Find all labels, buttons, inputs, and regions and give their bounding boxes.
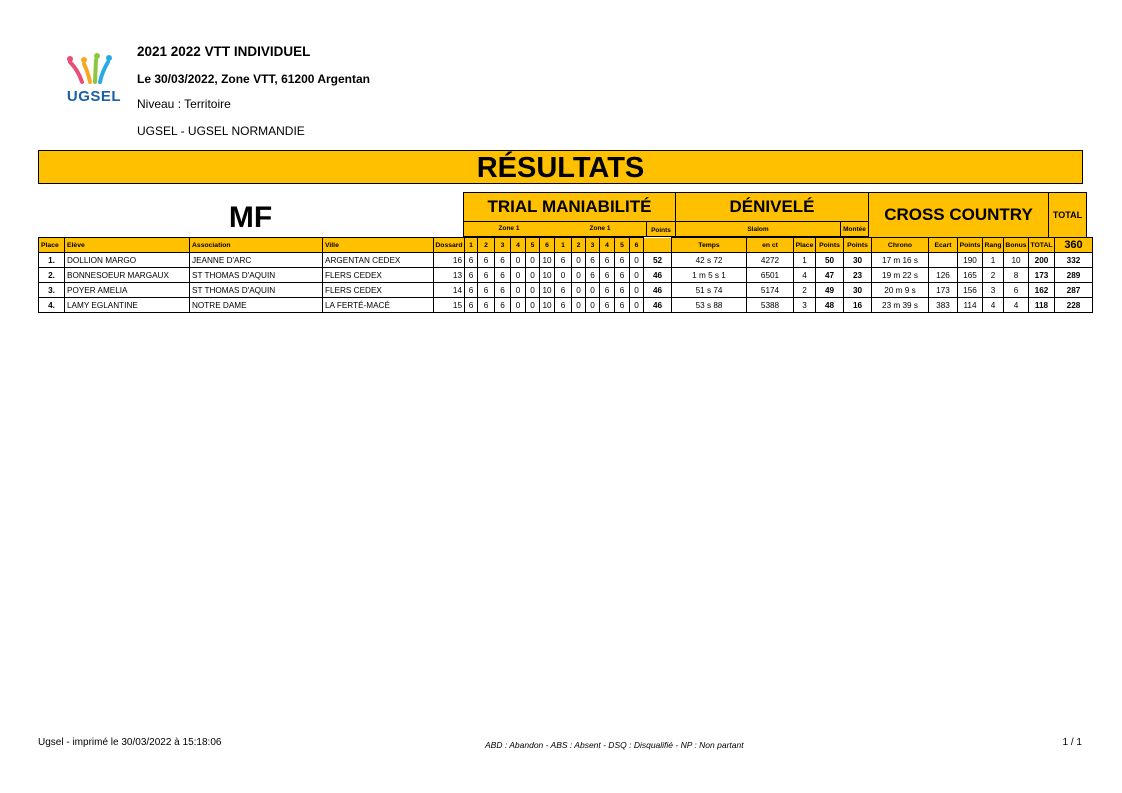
total-cell: 332	[1055, 253, 1093, 268]
slalom-place-cell: 4	[794, 268, 816, 283]
trial-points-cell: 46	[644, 283, 672, 298]
col-zone-b: 3	[586, 238, 600, 253]
place-cell: 1.	[39, 253, 65, 268]
zone-b-score: 0	[555, 268, 572, 283]
cc-total-cell: 200	[1029, 253, 1055, 268]
zone-b-score: 0	[630, 298, 644, 313]
zone-a-score: 10	[540, 283, 555, 298]
zone-b-score: 0	[572, 298, 586, 313]
section-headers	[463, 192, 1087, 237]
slalom-points-cell: 49	[816, 283, 844, 298]
zone-a-score: 6	[465, 268, 478, 283]
zone-b-score: 6	[600, 253, 615, 268]
slalom-place-cell: 2	[794, 283, 816, 298]
montee-points-cell: 30	[844, 253, 872, 268]
zone-a-score: 0	[526, 283, 540, 298]
trial-points-cell: 46	[644, 268, 672, 283]
page-number: 1 / 1	[1062, 737, 1082, 748]
slalom-place-cell: 1	[794, 253, 816, 268]
zone-a-score: 6	[465, 253, 478, 268]
event-date-place: Le 30/03/2022, Zone VTT, 61200 Argentan	[137, 72, 370, 86]
rang-cell: 4	[983, 298, 1004, 313]
section-cross-country: CROSS COUNTRY	[869, 193, 1049, 237]
col-total-cc: TOTAL	[1029, 238, 1055, 253]
col-zone-b: 5	[615, 238, 630, 253]
ville-cell: FLERS CEDEX	[323, 283, 434, 298]
slalom-points-cell: 47	[816, 268, 844, 283]
zone-b-score: 0	[572, 253, 586, 268]
zone-b-score: 0	[630, 283, 644, 298]
eleve-cell: LAMY EGLANTINE	[65, 298, 190, 313]
logo-text: UGSEL	[66, 88, 122, 105]
zone-a-score: 6	[478, 253, 495, 268]
ugsel-logo	[62, 52, 126, 106]
zone-b-score: 6	[555, 253, 572, 268]
bonus-cell: 8	[1004, 268, 1029, 283]
col-rang: Rang	[983, 238, 1004, 253]
zone-a-score: 6	[495, 268, 511, 283]
zone-a-score: 0	[526, 253, 540, 268]
temps-cell: 51 s 74	[672, 283, 747, 298]
logo-figures-icon	[62, 52, 126, 88]
slalom-label: Slalom	[676, 222, 841, 237]
rang-cell: 2	[983, 268, 1004, 283]
grand-total: 360	[1055, 238, 1093, 253]
zone-a-score: 6	[478, 268, 495, 283]
zone-a-score: 6	[478, 283, 495, 298]
zone-b-score: 0	[586, 298, 600, 313]
col-dossard: Dossard	[434, 238, 465, 253]
place-cell: 3.	[39, 283, 65, 298]
en-ct-cell: 5174	[747, 283, 794, 298]
trial-zone-a-label: Zone 1	[498, 225, 520, 232]
col-bonus: Bonus	[1004, 238, 1029, 253]
legend: ABD : Abandon - ABS : Absent - DSQ : Disqualifié - NP : Non partant	[485, 740, 744, 750]
zone-a-score: 0	[511, 283, 526, 298]
zone-b-score: 6	[586, 268, 600, 283]
col-association: Association	[190, 238, 323, 253]
section-total: TOTAL	[1049, 193, 1087, 237]
zone-b-score: 0	[630, 268, 644, 283]
dossard-cell: 14	[434, 283, 465, 298]
slalom-points-cell: 48	[816, 298, 844, 313]
ville-cell: FLERS CEDEX	[323, 268, 434, 283]
trial-zone-b-label: Zone 1	[589, 225, 611, 232]
slalom-points-cell: 50	[816, 253, 844, 268]
col-zone-b: 4	[600, 238, 615, 253]
zone-a-score: 6	[495, 298, 511, 313]
trial-points-label: Points	[646, 222, 675, 237]
col-zone-a: 1	[465, 238, 478, 253]
zone-a-score: 10	[540, 268, 555, 283]
temps-cell: 53 s 88	[672, 298, 747, 313]
results-table	[38, 237, 1093, 313]
zone-b-score: 6	[555, 283, 572, 298]
dossard-cell: 13	[434, 268, 465, 283]
bonus-cell: 6	[1004, 283, 1029, 298]
col-zone-a: 4	[511, 238, 526, 253]
en-ct-cell: 4272	[747, 253, 794, 268]
col-eleve: Elève	[65, 238, 190, 253]
col-temps: Temps	[672, 238, 747, 253]
document-title: 2021 2022 VTT INDIVIDUEL	[137, 44, 311, 59]
zone-a-score: 6	[495, 253, 511, 268]
col-points-cc: Points	[958, 238, 983, 253]
montee-points-cell: 30	[844, 283, 872, 298]
association-cell: ST THOMAS D'AQUIN	[190, 283, 323, 298]
eleve-cell: BONNESOEUR MARGAUX	[65, 268, 190, 283]
zone-b-score: 0	[572, 283, 586, 298]
zone-a-score: 0	[511, 298, 526, 313]
col-zone-a: 6	[540, 238, 555, 253]
total-cell: 289	[1055, 268, 1093, 283]
zone-b-score: 6	[600, 268, 615, 283]
zone-a-score: 0	[526, 298, 540, 313]
cc-total-cell: 118	[1029, 298, 1055, 313]
zone-a-score: 10	[540, 298, 555, 313]
temps-cell: 1 m 5 s 1	[672, 268, 747, 283]
zone-a-score: 6	[495, 283, 511, 298]
zone-b-score: 6	[615, 298, 630, 313]
cc-total-cell: 173	[1029, 268, 1055, 283]
print-info: Ugsel - imprimé le 30/03/2022 à 15:18:06	[38, 737, 222, 748]
section-denivele: DÉNIVELÉ	[676, 193, 869, 222]
montee-points-cell: 16	[844, 298, 872, 313]
organisation: UGSEL - UGSEL NORMANDIE	[137, 124, 305, 138]
association-cell: JEANNE D'ARC	[190, 253, 323, 268]
table-header-row	[39, 238, 1093, 253]
montee-label: Montée	[841, 222, 869, 237]
zone-a-score: 6	[465, 283, 478, 298]
place-cell: 4.	[39, 298, 65, 313]
ecart-cell: 126	[929, 268, 958, 283]
bonus-cell: 4	[1004, 298, 1029, 313]
ecart-cell: 383	[929, 298, 958, 313]
col-chrono: Chrono	[872, 238, 929, 253]
association-cell: NOTRE DAME	[190, 298, 323, 313]
ecart-cell: 173	[929, 283, 958, 298]
table-row	[39, 283, 1093, 298]
trial-points-cell: 52	[644, 253, 672, 268]
col-en-ct: en ct	[747, 238, 794, 253]
zone-b-score: 6	[600, 298, 615, 313]
zone-a-score: 6	[465, 298, 478, 313]
zone-b-score: 0	[572, 268, 586, 283]
zone-a-score: 10	[540, 253, 555, 268]
montee-points-cell: 23	[844, 268, 872, 283]
col-zone-b: 6	[630, 238, 644, 253]
zone-a-score: 0	[511, 268, 526, 283]
chrono-cell: 20 m 9 s	[872, 283, 929, 298]
eleve-cell: POYER AMELIA	[65, 283, 190, 298]
temps-cell: 42 s 72	[672, 253, 747, 268]
category-title: MF	[228, 201, 273, 234]
chrono-cell: 17 m 16 s	[872, 253, 929, 268]
ecart-cell	[929, 253, 958, 268]
ville-cell: ARGENTAN CEDEX	[323, 253, 434, 268]
col-zone-b: 2	[572, 238, 586, 253]
cc-points-cell: 165	[958, 268, 983, 283]
bonus-cell: 10	[1004, 253, 1029, 268]
dossard-cell: 16	[434, 253, 465, 268]
zone-b-score: 6	[615, 268, 630, 283]
col-place-slalom: Place	[794, 238, 816, 253]
event-level: Niveau : Territoire	[137, 97, 231, 111]
total-cell: 287	[1055, 283, 1093, 298]
dossard-cell: 15	[434, 298, 465, 313]
zone-a-score: 0	[526, 268, 540, 283]
table-row	[39, 253, 1093, 268]
association-cell: ST THOMAS D'AQUIN	[190, 268, 323, 283]
col-ville: Ville	[323, 238, 434, 253]
col-zone-a: 2	[478, 238, 495, 253]
slalom-place-cell: 3	[794, 298, 816, 313]
table-row	[39, 268, 1093, 283]
results-banner: RÉSULTATS	[38, 150, 1083, 184]
col-points-slalom: Points	[816, 238, 844, 253]
zone-a-score: 6	[478, 298, 495, 313]
col-place: Place	[39, 238, 65, 253]
trial-points-cell: 46	[644, 298, 672, 313]
zone-b-score: 6	[600, 283, 615, 298]
place-cell: 2.	[39, 268, 65, 283]
cc-total-cell: 162	[1029, 283, 1055, 298]
en-ct-cell: 6501	[747, 268, 794, 283]
en-ct-cell: 5388	[747, 298, 794, 313]
rang-cell: 3	[983, 283, 1004, 298]
rang-cell: 1	[983, 253, 1004, 268]
zone-b-score: 6	[615, 283, 630, 298]
zone-b-score: 0	[586, 283, 600, 298]
col-zone-a: 5	[526, 238, 540, 253]
col-ecart: Ecart	[929, 238, 958, 253]
chrono-cell: 23 m 39 s	[872, 298, 929, 313]
cc-points-cell: 156	[958, 283, 983, 298]
zone-a-score: 0	[511, 253, 526, 268]
zone-b-score: 6	[586, 253, 600, 268]
table-row	[39, 298, 1093, 313]
total-cell: 228	[1055, 298, 1093, 313]
zone-b-score: 6	[555, 298, 572, 313]
cc-points-cell: 190	[958, 253, 983, 268]
cc-points-cell: 114	[958, 298, 983, 313]
chrono-cell: 19 m 22 s	[872, 268, 929, 283]
section-trial: TRIAL MANIABILITÉ	[464, 193, 676, 222]
col-zone-b: 1	[555, 238, 572, 253]
col-points-montee: Points	[844, 238, 872, 253]
zone-b-score: 6	[615, 253, 630, 268]
col-zone-a: 3	[495, 238, 511, 253]
ville-cell: LA FERTÉ-MACÉ	[323, 298, 434, 313]
eleve-cell: DOLLION MARGO	[65, 253, 190, 268]
zone-b-score: 0	[630, 253, 644, 268]
